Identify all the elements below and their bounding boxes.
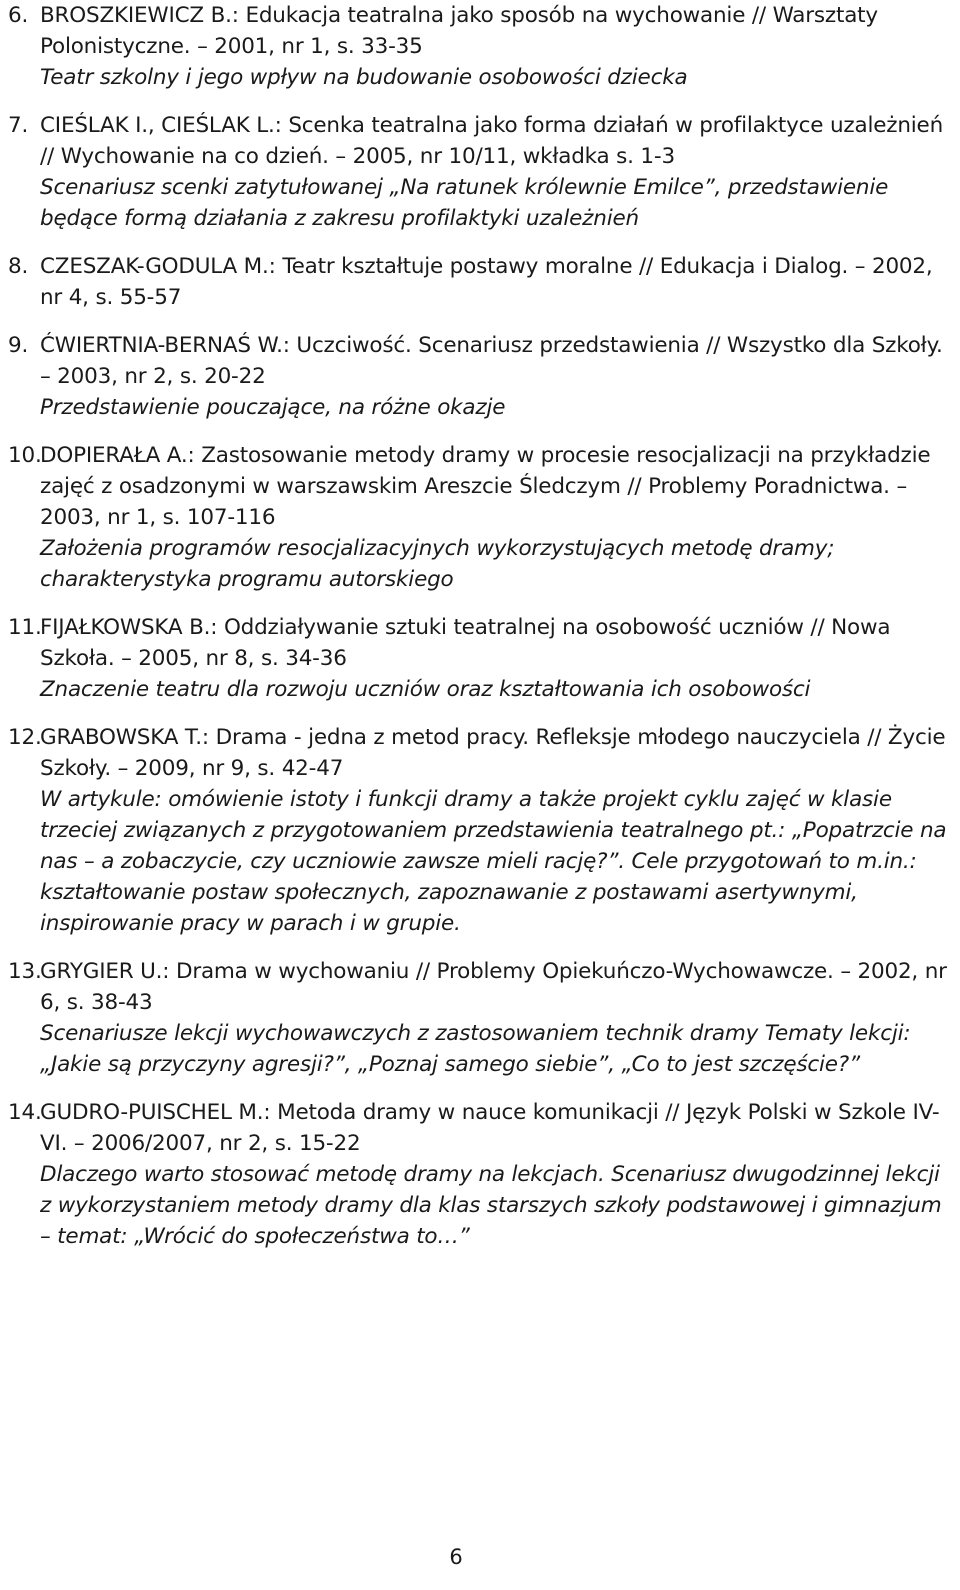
reference-number: 12. [8, 725, 42, 750]
reference-annotation: Założenia programów resocjalizacyjnych wykorzystujących metodę dramy; charakterystyka programu autorskiego [40, 536, 835, 592]
reference-citation: DOPIERAŁA A.: Zastosowanie metody dramy w procesie resocjalizacji na przykładzie zajęć z osadzonymi w warszawskim Areszcie Śledczym // Problemy Poradnictwa. – 2003, nr 1, s. 107-116 [40, 443, 931, 530]
reference-number: 11. [8, 615, 42, 640]
reference-annotation: Znaczenie teatru dla rozwoju uczniów oraz kształtowania ich osobowości [40, 677, 811, 702]
reference-number: 6. [8, 3, 29, 28]
reference-citation: CIEŚLAK I., CIEŚLAK L.: Scenka teatralna jako forma działań w profilaktyce uzależnień // Wychowanie na co dzień. – 2005, nr 10/11, wkładka s. 1-3 [40, 113, 943, 169]
reference-item [8, 330, 948, 423]
reference-item [8, 1097, 948, 1252]
reference-number: 13. [8, 959, 42, 984]
reference-item [8, 0, 948, 93]
reference-citation: GRYGIER U.: Drama w wychowaniu // Problemy Opiekuńczo-Wychowawcze. – 2002, nr 6, s. 38-43 [40, 959, 947, 1015]
reference-annotation: Przedstawienie pouczające, na różne okazje [40, 395, 506, 420]
reference-item [8, 110, 948, 234]
reference-annotation: Teatr szkolny i jego wpływ na budowanie osobowości dziecka [40, 65, 688, 90]
reference-annotation: W artykule: omówienie istoty i funkcji dramy a także projekt cyklu zajęć w klasie trzeciej związanych z przygotowaniem przedstawienia teatralnego pt.: „Popatrzcie na nas – a zobaczycie, czy uczniowie zawsze mieli rację?”. Cele przygotowań to m.in.: kształtowanie postaw społecznych, zapoznawanie z postawami asertywnymi, inspirowanie pracy w parach i w grupie. [40, 787, 947, 936]
reference-number: 9. [8, 333, 29, 358]
reference-citation: GUDRO-PUISCHEL M.: Metoda dramy w nauce komunikacji // Język Polski w Szkole IV-VI. – 2006/2007, nr 2, s. 15-22 [40, 1100, 940, 1156]
page-number: 6 [449, 1545, 463, 1569]
reference-annotation: Dlaczego warto stosować metodę dramy na lekcjach. Scenariusz dwugodzinnej lekcji z wykorzystaniem metody dramy dla klas starszych szkoły podstawowej i gimnazjum – temat: „Wrócić do społeczeństwa to…” [40, 1162, 942, 1249]
reference-citation: FIJAŁKOWSKA B.: Oddziaływanie sztuki teatralnej na osobowość uczniów // Nowa Szkoła. – 2005, nr 8, s. 34-36 [40, 615, 891, 671]
reference-number: 14. [8, 1100, 42, 1125]
reference-number: 7. [8, 113, 29, 138]
reference-citation: CZESZAK-GODULA M.: Teatr kształtuje postawy moralne // Edukacja i Dialog. – 2002, nr 4, s. 55-57 [40, 254, 933, 310]
reference-item [8, 251, 948, 313]
reference-citation: GRABOWSKA T.: Drama - jedna z metod pracy. Refleksje młodego nauczyciela // Życie Szkoły. – 2009, nr 9, s. 42-47 [40, 725, 946, 781]
reference-annotation: Scenariusz scenki zatytułowanej „Na ratunek królewnie Emilce”, przedstawienie będące formą działania z zakresu profilaktyki uzależnień [40, 175, 889, 231]
reference-item [8, 440, 948, 595]
reference-list [8, 0, 948, 1269]
reference-item [8, 956, 948, 1080]
reference-number: 8. [8, 254, 29, 279]
reference-number: 10. [8, 443, 42, 468]
reference-annotation: Scenariusze lekcji wychowawczych z zastosowaniem technik dramy Tematy lekcji: „Jakie są przyczyny agresji?”, „Poznaj samego siebie”, „Co to jest szczęście?” [40, 1021, 911, 1077]
reference-citation: ĆWIERTNIA-BERNAŚ W.: Uczciwość. Scenariusz przedstawienia // Wszystko dla Szkoły. – 2003, nr 2, s. 20-22 [40, 333, 943, 389]
reference-item [8, 722, 948, 939]
reference-item [8, 612, 948, 705]
reference-citation: BROSZKIEWICZ B.: Edukacja teatralna jako sposób na wychowanie // Warsztaty Polonistyczne. – 2001, nr 1, s. 33-35 [40, 3, 878, 59]
